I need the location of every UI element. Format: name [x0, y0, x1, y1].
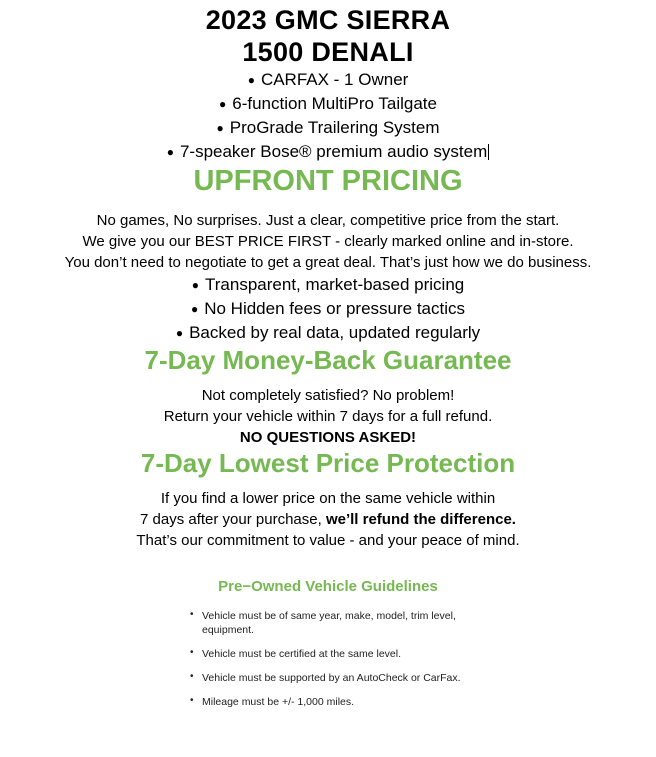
- list-item: • Vehicle must be of same year, make, model, trim level, equipment.: [190, 609, 502, 637]
- section-heading-upfront-pricing: UPFRONT PRICING: [193, 165, 463, 198]
- list-item: [14, 92, 642, 116]
- vehicle-title-line-2: 1500 DENALI: [242, 37, 414, 67]
- protection-line-2-prefix: 7 days after your purchase,: [140, 511, 322, 529]
- vehicle-title-line-1: 2023 GMC SIERRA: [205, 5, 451, 35]
- guarantee-line-3: NO QUESTIONS ASKED!: [239, 429, 417, 447]
- bullet-dot-icon: ●: [216, 121, 224, 136]
- upfront-paragraph-1: No games, No surprises. Just a clear, competitive price from the start.: [96, 212, 560, 230]
- section-heading-lowest-price-protection: 7-Day Lowest Price Protection: [140, 448, 516, 479]
- list-item: [14, 321, 642, 345]
- feature-text: 7-speaker Bose® premium audio system: [179, 142, 488, 162]
- upfront-bullet-text: Transparent, market-based pricing: [205, 275, 465, 295]
- upfront-bullet-list: [14, 273, 642, 345]
- bullet-dot-icon: ●: [190, 302, 199, 317]
- pre-owned-guidelines-section: [14, 577, 642, 709]
- guidelines-list: [14, 609, 642, 709]
- list-item: • Vehicle must be supported by an AutoCheck or CarFax.: [190, 671, 502, 685]
- guarantee-line-2: Return your vehicle within 7 days for a full refund.: [163, 408, 493, 426]
- section-heading-money-back-guarantee: 7-Day Money-Back Guarantee: [144, 345, 512, 376]
- list-item: • Vehicle must be certified at the same level.: [190, 647, 502, 661]
- list-item: [14, 297, 642, 321]
- protection-line-3: That’s our commitment to value - and your peace of mind.: [136, 532, 520, 550]
- guidelines-heading: Pre−Owned Vehicle Guidelines: [218, 578, 438, 596]
- protection-line-2: [14, 509, 642, 530]
- text-cursor: [488, 144, 489, 160]
- upfront-bullet-text: Backed by real data, updated regularly: [189, 323, 481, 343]
- list-item: [14, 273, 642, 297]
- vehicle-feature-list: [14, 68, 642, 164]
- page-title: [14, 0, 642, 68]
- feature-text: ProGrade Trailering System: [229, 118, 440, 138]
- list-item: [14, 68, 642, 92]
- feature-text: 6-function MultiPro Tailgate: [232, 94, 437, 114]
- bullet-dot-icon: ●: [219, 97, 227, 112]
- bullet-dot-icon: ●: [191, 278, 200, 293]
- protection-line-1: If you find a lower price on the same vehicle within: [160, 490, 496, 508]
- list-item: [14, 140, 642, 164]
- bullet-dot-icon: ●: [247, 73, 255, 88]
- feature-text: CARFAX - 1 Owner: [260, 70, 409, 89]
- guarantee-line-1: Not completely satisfied? No problem!: [201, 387, 455, 405]
- upfront-bullet-text: No Hidden fees or pressure tactics: [204, 299, 466, 319]
- bullet-dot-icon: ●: [166, 145, 174, 160]
- bullet-dot-icon: ●: [175, 326, 184, 341]
- list-item: [14, 116, 642, 140]
- upfront-paragraph-3: You don’t need to negotiate to get a great deal. That’s just how we do business.: [64, 254, 592, 272]
- protection-line-2-emphasis: we’ll refund the difference.: [325, 511, 516, 529]
- upfront-paragraph-2: We give you our BEST PRICE FIRST - clearly marked online and in-store.: [82, 233, 574, 251]
- list-item: • Mileage must be +/- 1,000 miles.: [190, 695, 502, 709]
